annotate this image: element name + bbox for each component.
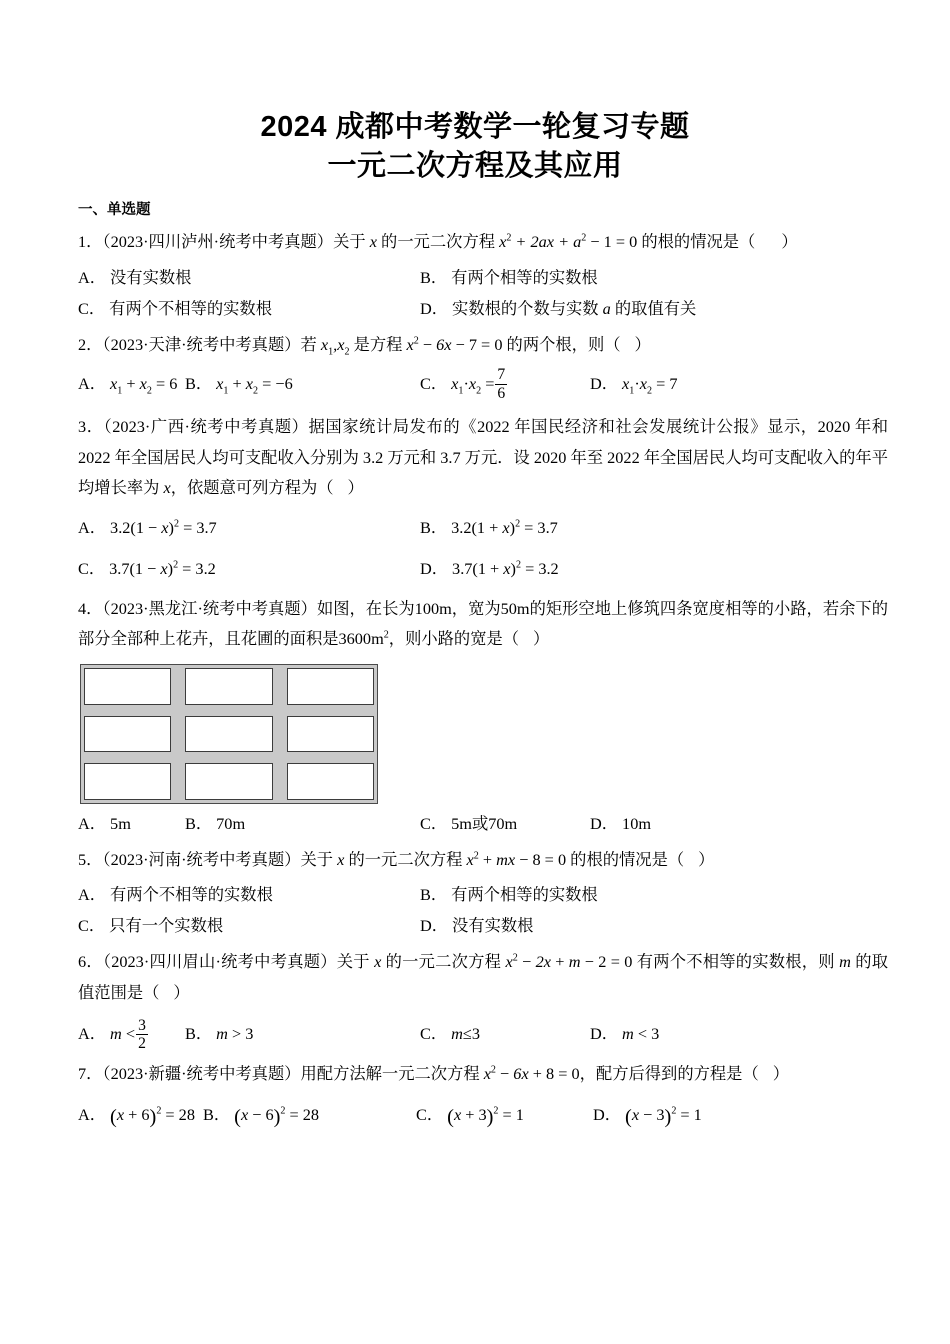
option-1-C-text: 有两个不相等的实数根 xyxy=(109,298,272,318)
question-7-source: （2023·新疆·统考中考真题） xyxy=(102,1063,301,1083)
question-2-options-row xyxy=(78,368,888,402)
option-3-C[interactable]: C． $3.7(1 - x)^2 = 3.2$ xyxy=(78,558,216,578)
document-content xyxy=(78,200,888,1133)
plot-cell xyxy=(84,763,171,800)
option-5-B[interactable]: B． 有两个相等的实数根 xyxy=(420,885,598,905)
question-4-source: （2023·黑龙江·统考中考真题） xyxy=(102,598,317,618)
question-5-source: （2023·河南·统考中考真题） xyxy=(102,849,301,869)
plot-cell xyxy=(287,668,374,705)
option-7-D[interactable]: D． $(x - 3)^2 = 1$ xyxy=(593,1105,702,1128)
horizontal-path xyxy=(287,705,374,716)
question-3-options-row-1 xyxy=(78,512,888,543)
option-7-A[interactable]: A． $(x + 6)^2 = 28$ xyxy=(78,1105,195,1128)
option-4-B-text: 70m xyxy=(216,813,246,833)
plot-cell xyxy=(287,763,374,800)
horizontal-path xyxy=(84,752,171,763)
path-intersection xyxy=(171,705,185,716)
question-5-options-row-1 xyxy=(78,879,888,910)
horizontal-path xyxy=(185,705,272,716)
horizontal-path xyxy=(287,752,374,763)
option-6-A[interactable]: A． m < $\frac{3}{2}$ xyxy=(78,1016,146,1053)
question-1-options-row-2 xyxy=(78,293,888,324)
question-5-stem: 5．（2023·河南·统考中考真题）关于 x 的一元二次方程 $x^2$ + mx − 8 = 0 的根的情况是（ ） xyxy=(78,849,715,869)
question-1-options-row-1 xyxy=(78,262,888,293)
option-1-B[interactable]: B． 有两个相等的实数根 xyxy=(420,267,598,287)
vertical-path xyxy=(171,763,185,800)
option-2-D[interactable]: D． $x_1\cdot x_2 = 7$ xyxy=(590,374,678,397)
option-4-C[interactable]: C． 5m或70m xyxy=(420,813,518,833)
vertical-path xyxy=(273,763,287,800)
option-4-D-text: 10m xyxy=(622,813,651,833)
option-4-C-text: 5m或70m xyxy=(451,813,518,833)
document-title xyxy=(0,0,950,186)
question-6-stem: 6．（2023·四川眉山·统考中考真题）关于 x 的一元二次方程 $x^2 - 2x + m - 2 = 0$ 有两个不相等的实数根，则 m 的取值范围是（ ） xyxy=(78,952,888,1002)
plot-cell xyxy=(84,668,171,705)
option-4-A[interactable]: A． 5m xyxy=(78,813,131,833)
option-5-C-text: 只有一个实数根 xyxy=(109,916,224,936)
horizontal-path xyxy=(185,752,272,763)
option-5-D-text: 没有实数根 xyxy=(452,916,534,936)
option-5-D[interactable]: D． 没有实数根 xyxy=(420,916,534,936)
vertical-path xyxy=(273,716,287,753)
option-4-A-text: 5m xyxy=(110,813,131,833)
rectangular-plot-with-paths xyxy=(80,664,378,804)
option-4-B[interactable]: B． 70m xyxy=(185,813,246,833)
path-intersection xyxy=(171,752,185,763)
option-6-D[interactable]: D． m < 3 xyxy=(590,1024,660,1044)
question-7-options-row xyxy=(78,1099,888,1132)
option-1-D[interactable]: D． 实数根的个数与实数 a 的取值有关 xyxy=(420,298,697,318)
plot-cell xyxy=(185,716,272,753)
vertical-path xyxy=(273,668,287,705)
question-2-source: （2023·天津·统考中考真题） xyxy=(102,334,301,354)
option-2-B[interactable]: B． $x_1 + x_2 = -6$ xyxy=(185,374,293,397)
vertical-path xyxy=(171,716,185,753)
option-4-D[interactable]: D． 10m xyxy=(590,813,651,833)
question-1-stem: 1．（2023·四川泸州·统考中考真题）关于 x 的一元二次方程 $x^2 + 2ax + a^2 - 1 = 0$ 的根的情况是（ ） xyxy=(78,232,798,251)
option-1-C[interactable]: C． 有两个不相等的实数根 xyxy=(78,298,272,318)
plot-cell xyxy=(287,716,374,753)
fraction-three-halves: $\frac{3}{2}$ xyxy=(138,1016,146,1053)
option-3-D[interactable]: D． $3.7(1 + x)^2 = 3.2$ xyxy=(420,558,559,578)
question-5-options-row-2 xyxy=(78,910,888,941)
section-heading: 一、单选题 xyxy=(78,202,151,218)
question-3-stem: 3．（2023·广西·统考中考真题）据国家统计局发布的《2022 年国民经济和社会发展统计公报》显示，2020 年和 2022 年全国居民人均可支配收入分别为 3.2 万元和 3.7 万元．设 2020 年至 2022 年全国居民人均可支配收入的年平均增长率为 x，依题意可列方程为（ ） xyxy=(78,417,888,498)
plot-cell xyxy=(185,763,272,800)
question-4-figure xyxy=(80,664,888,804)
question-1-source: （2023·四川泸州·统考中考真题） xyxy=(102,232,334,251)
option-1-A-text: 没有实数根 xyxy=(110,267,192,287)
option-5-A[interactable]: A． 有两个不相等的实数根 xyxy=(78,885,273,905)
option-3-B[interactable]: B． $3.2(1 + x)^2 = 3.7$ xyxy=(420,517,558,537)
question-7-stem: 7．（2023·新疆·统考中考真题）用配方法解一元二次方程 $x^2 - 6x + 8 = 0$，配方后得到的方程是（ ） xyxy=(78,1063,790,1083)
question-4-stem: 4．（2023·黑龙江·统考中考真题）如图，在长为100m，宽为50m的矩形空地上修筑四条宽度相等的小路，若余下的部分全部种上花卉，且花圃的面积是$3600m^2$，则小路的宽是（ ） xyxy=(78,598,888,649)
question-6-options-row xyxy=(78,1018,888,1052)
fraction-seven-sixths: $\frac{7}{6}$ xyxy=(497,366,506,402)
plot-cell xyxy=(84,716,171,753)
title-line-2: 一元二次方程及其应用 xyxy=(327,150,623,182)
horizontal-path xyxy=(84,705,171,716)
plot-cell xyxy=(185,668,272,705)
question-3-options-row-2 xyxy=(78,553,888,584)
option-6-C[interactable]: C． m≤3 xyxy=(420,1024,480,1044)
option-6-B[interactable]: B． m > 3 xyxy=(185,1024,254,1044)
option-5-B-text: 有两个相等的实数根 xyxy=(451,885,598,905)
question-3-source: （2023·广西·统考中考真题） xyxy=(103,417,309,437)
question-2-stem: 2．（2023·天津·统考中考真题）若 $x_1,x_2$ 是方程 $x^2 - 6x - 7 = 0$ 的两个根，则（ ） xyxy=(78,334,651,357)
path-intersection xyxy=(273,705,287,716)
option-1-B-text: 有两个相等的实数根 xyxy=(451,267,598,287)
path-intersection xyxy=(273,752,287,763)
option-5-C[interactable]: C． 只有一个实数根 xyxy=(78,916,224,936)
option-3-A[interactable]: A． $3.2(1 - x)^2 = 3.7$ xyxy=(78,517,217,537)
option-2-C[interactable]: C． $x_1\cdot x_2$ = $\frac{7}{6}$ xyxy=(420,366,506,402)
option-5-A-text: 有两个不相等的实数根 xyxy=(110,885,273,905)
question-4-options-row xyxy=(78,808,888,839)
option-1-A[interactable]: A． 没有实数根 xyxy=(78,267,192,287)
option-7-C[interactable]: C． $(x + 3)^2 = 1$ xyxy=(416,1105,524,1128)
title-line-1: 2024 成都中考数学一轮复习专题 xyxy=(260,111,690,143)
question-6-source: （2023·四川眉山·统考中考真题） xyxy=(102,952,337,972)
option-7-B[interactable]: B． $(x - 6)^2 = 28$ xyxy=(203,1105,320,1128)
vertical-path xyxy=(171,668,185,705)
option-2-A[interactable]: A． $x_1 + x_2 = 6$ xyxy=(78,374,178,397)
